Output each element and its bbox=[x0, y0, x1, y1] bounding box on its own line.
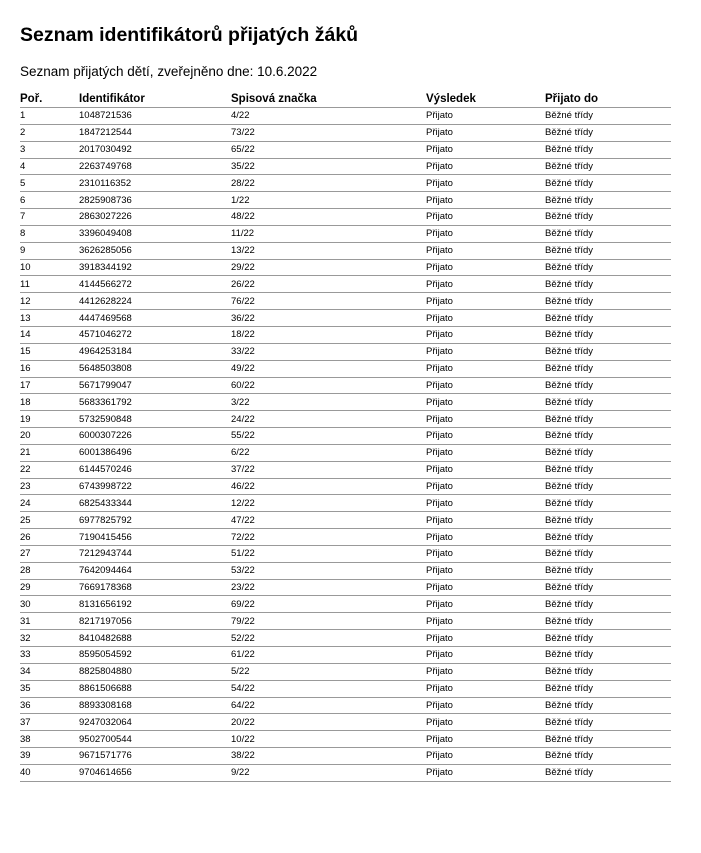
cell-order: 15 bbox=[20, 343, 79, 360]
table-row bbox=[20, 394, 671, 411]
table-row bbox=[20, 175, 671, 192]
cell-file-number: 18/22 bbox=[231, 326, 426, 343]
cell-admitted-to: Běžné třídy bbox=[545, 613, 671, 630]
cell-result: Přijato bbox=[426, 731, 545, 748]
cell-order: 40 bbox=[20, 764, 79, 781]
table-row bbox=[20, 225, 671, 242]
cell-identifier: 2825908736 bbox=[79, 192, 231, 209]
cell-file-number: 11/22 bbox=[231, 225, 426, 242]
cell-admitted-to: Běžné třídy bbox=[545, 310, 671, 327]
cell-order: 30 bbox=[20, 596, 79, 613]
cell-result: Přijato bbox=[426, 293, 545, 310]
cell-result: Přijato bbox=[426, 108, 545, 125]
table-row bbox=[20, 764, 671, 781]
cell-file-number: 65/22 bbox=[231, 141, 426, 158]
cell-admitted-to: Běžné třídy bbox=[545, 108, 671, 125]
table-row bbox=[20, 495, 671, 512]
cell-order: 36 bbox=[20, 697, 79, 714]
cell-order: 27 bbox=[20, 545, 79, 562]
cell-order: 6 bbox=[20, 192, 79, 209]
table-row bbox=[20, 108, 671, 125]
cell-admitted-to: Běžné třídy bbox=[545, 461, 671, 478]
cell-order: 22 bbox=[20, 461, 79, 478]
publication-note: Seznam přijatých dětí, zveřejněno dne: 10.6.2022 bbox=[20, 64, 318, 79]
cell-admitted-to: Běžné třídy bbox=[545, 647, 671, 664]
cell-result: Přijato bbox=[426, 529, 545, 546]
cell-file-number: 29/22 bbox=[231, 259, 426, 276]
cell-admitted-to: Běžné třídy bbox=[545, 680, 671, 697]
cell-admitted-to: Běžné třídy bbox=[545, 377, 671, 394]
cell-result: Přijato bbox=[426, 310, 545, 327]
cell-identifier: 8825804880 bbox=[79, 663, 231, 680]
table-row bbox=[20, 748, 671, 765]
cell-order: 11 bbox=[20, 276, 79, 293]
cell-identifier: 5683361792 bbox=[79, 394, 231, 411]
cell-order: 28 bbox=[20, 562, 79, 579]
cell-result: Přijato bbox=[426, 512, 545, 529]
cell-order: 21 bbox=[20, 444, 79, 461]
cell-identifier: 5732590848 bbox=[79, 411, 231, 428]
cell-file-number: 1/22 bbox=[231, 192, 426, 209]
cell-admitted-to: Běžné třídy bbox=[545, 478, 671, 495]
table-row bbox=[20, 731, 671, 748]
cell-admitted-to: Běžné třídy bbox=[545, 124, 671, 141]
cell-file-number: 37/22 bbox=[231, 461, 426, 478]
cell-identifier: 2863027226 bbox=[79, 209, 231, 226]
cell-identifier: 9247032064 bbox=[79, 714, 231, 731]
cell-order: 29 bbox=[20, 579, 79, 596]
cell-result: Přijato bbox=[426, 192, 545, 209]
cell-identifier: 6144570246 bbox=[79, 461, 231, 478]
cell-order: 8 bbox=[20, 225, 79, 242]
table-row bbox=[20, 124, 671, 141]
cell-identifier: 9704614656 bbox=[79, 764, 231, 781]
cell-file-number: 38/22 bbox=[231, 748, 426, 765]
cell-identifier: 4447469568 bbox=[79, 310, 231, 327]
cell-order: 10 bbox=[20, 259, 79, 276]
table-row bbox=[20, 596, 671, 613]
cell-file-number: 5/22 bbox=[231, 663, 426, 680]
cell-admitted-to: Běžné třídy bbox=[545, 529, 671, 546]
cell-file-number: 46/22 bbox=[231, 478, 426, 495]
table-row bbox=[20, 293, 671, 310]
cell-admitted-to: Běžné třídy bbox=[545, 360, 671, 377]
cell-identifier: 8893308168 bbox=[79, 697, 231, 714]
cell-admitted-to: Běžné třídy bbox=[545, 158, 671, 175]
cell-result: Přijato bbox=[426, 175, 545, 192]
cell-order: 35 bbox=[20, 680, 79, 697]
table-row bbox=[20, 209, 671, 226]
cell-file-number: 48/22 bbox=[231, 209, 426, 226]
cell-identifier: 9671571776 bbox=[79, 748, 231, 765]
cell-result: Přijato bbox=[426, 343, 545, 360]
cell-order: 32 bbox=[20, 630, 79, 647]
cell-identifier: 2017030492 bbox=[79, 141, 231, 158]
table-header-row bbox=[20, 90, 671, 108]
table-row bbox=[20, 529, 671, 546]
cell-admitted-to: Běžné třídy bbox=[545, 175, 671, 192]
cell-order: 39 bbox=[20, 748, 79, 765]
table-row bbox=[20, 192, 671, 209]
cell-file-number: 79/22 bbox=[231, 613, 426, 630]
table-row bbox=[20, 444, 671, 461]
table-row bbox=[20, 562, 671, 579]
cell-identifier: 6825433344 bbox=[79, 495, 231, 512]
cell-order: 7 bbox=[20, 209, 79, 226]
cell-order: 5 bbox=[20, 175, 79, 192]
cell-admitted-to: Běžné třídy bbox=[545, 663, 671, 680]
cell-result: Přijato bbox=[426, 225, 545, 242]
cell-result: Přijato bbox=[426, 596, 545, 613]
cell-order: 24 bbox=[20, 495, 79, 512]
header-file-number: Spisová značka bbox=[231, 90, 426, 108]
cell-file-number: 20/22 bbox=[231, 714, 426, 731]
table-row bbox=[20, 663, 671, 680]
cell-file-number: 28/22 bbox=[231, 175, 426, 192]
cell-order: 26 bbox=[20, 529, 79, 546]
cell-order: 19 bbox=[20, 411, 79, 428]
cell-identifier: 8131656192 bbox=[79, 596, 231, 613]
cell-identifier: 1847212544 bbox=[79, 124, 231, 141]
cell-admitted-to: Běžné třídy bbox=[545, 394, 671, 411]
cell-admitted-to: Běžné třídy bbox=[545, 225, 671, 242]
cell-identifier: 7212943744 bbox=[79, 545, 231, 562]
cell-result: Přijato bbox=[426, 326, 545, 343]
cell-identifier: 4412628224 bbox=[79, 293, 231, 310]
cell-identifier: 5671799047 bbox=[79, 377, 231, 394]
cell-file-number: 6/22 bbox=[231, 444, 426, 461]
cell-order: 12 bbox=[20, 293, 79, 310]
cell-order: 13 bbox=[20, 310, 79, 327]
cell-file-number: 33/22 bbox=[231, 343, 426, 360]
cell-result: Přijato bbox=[426, 663, 545, 680]
cell-result: Přijato bbox=[426, 276, 545, 293]
table-row bbox=[20, 697, 671, 714]
cell-result: Přijato bbox=[426, 124, 545, 141]
cell-file-number: 55/22 bbox=[231, 428, 426, 445]
cell-order: 25 bbox=[20, 512, 79, 529]
cell-result: Přijato bbox=[426, 428, 545, 445]
cell-identifier: 3918344192 bbox=[79, 259, 231, 276]
table-row bbox=[20, 647, 671, 664]
cell-file-number: 24/22 bbox=[231, 411, 426, 428]
cell-identifier: 1048721536 bbox=[79, 108, 231, 125]
table-row bbox=[20, 360, 671, 377]
cell-admitted-to: Běžné třídy bbox=[545, 259, 671, 276]
cell-admitted-to: Běžné třídy bbox=[545, 545, 671, 562]
cell-file-number: 61/22 bbox=[231, 647, 426, 664]
cell-identifier: 2263749768 bbox=[79, 158, 231, 175]
cell-identifier: 4571046272 bbox=[79, 326, 231, 343]
cell-admitted-to: Běžné třídy bbox=[545, 242, 671, 259]
cell-admitted-to: Běžné třídy bbox=[545, 192, 671, 209]
cell-file-number: 35/22 bbox=[231, 158, 426, 175]
cell-result: Přijato bbox=[426, 209, 545, 226]
cell-file-number: 64/22 bbox=[231, 697, 426, 714]
cell-admitted-to: Běžné třídy bbox=[545, 428, 671, 445]
cell-file-number: 13/22 bbox=[231, 242, 426, 259]
cell-result: Přijato bbox=[426, 764, 545, 781]
cell-identifier: 9502700544 bbox=[79, 731, 231, 748]
table-row bbox=[20, 411, 671, 428]
cell-order: 3 bbox=[20, 141, 79, 158]
cell-order: 14 bbox=[20, 326, 79, 343]
cell-file-number: 23/22 bbox=[231, 579, 426, 596]
cell-order: 18 bbox=[20, 394, 79, 411]
cell-file-number: 73/22 bbox=[231, 124, 426, 141]
cell-admitted-to: Běžné třídy bbox=[545, 748, 671, 765]
cell-result: Přijato bbox=[426, 647, 545, 664]
admitted-students-table bbox=[20, 90, 671, 782]
table-row bbox=[20, 141, 671, 158]
cell-identifier: 6743998722 bbox=[79, 478, 231, 495]
cell-file-number: 53/22 bbox=[231, 562, 426, 579]
cell-admitted-to: Běžné třídy bbox=[545, 630, 671, 647]
cell-identifier: 8861506688 bbox=[79, 680, 231, 697]
table-row bbox=[20, 343, 671, 360]
cell-file-number: 47/22 bbox=[231, 512, 426, 529]
cell-admitted-to: Běžné třídy bbox=[545, 579, 671, 596]
table-row bbox=[20, 512, 671, 529]
cell-admitted-to: Běžné třídy bbox=[545, 512, 671, 529]
cell-identifier: 8410482688 bbox=[79, 630, 231, 647]
cell-result: Přijato bbox=[426, 697, 545, 714]
cell-identifier: 6977825792 bbox=[79, 512, 231, 529]
cell-result: Přijato bbox=[426, 259, 545, 276]
table-row bbox=[20, 158, 671, 175]
cell-file-number: 9/22 bbox=[231, 764, 426, 781]
cell-identifier: 3396049408 bbox=[79, 225, 231, 242]
table-row bbox=[20, 428, 671, 445]
cell-order: 1 bbox=[20, 108, 79, 125]
cell-result: Přijato bbox=[426, 680, 545, 697]
cell-result: Přijato bbox=[426, 377, 545, 394]
cell-admitted-to: Běžné třídy bbox=[545, 714, 671, 731]
table-row bbox=[20, 326, 671, 343]
cell-result: Přijato bbox=[426, 242, 545, 259]
cell-order: 9 bbox=[20, 242, 79, 259]
cell-result: Přijato bbox=[426, 630, 545, 647]
page-title: Seznam identifikátorů přijatých žáků bbox=[20, 24, 359, 46]
table-row bbox=[20, 630, 671, 647]
cell-result: Přijato bbox=[426, 158, 545, 175]
cell-result: Přijato bbox=[426, 545, 545, 562]
cell-result: Přijato bbox=[426, 748, 545, 765]
cell-admitted-to: Běžné třídy bbox=[545, 495, 671, 512]
cell-order: 38 bbox=[20, 731, 79, 748]
cell-file-number: 4/22 bbox=[231, 108, 426, 125]
cell-result: Přijato bbox=[426, 478, 545, 495]
cell-result: Přijato bbox=[426, 613, 545, 630]
cell-identifier: 6000307226 bbox=[79, 428, 231, 445]
cell-result: Přijato bbox=[426, 141, 545, 158]
cell-file-number: 36/22 bbox=[231, 310, 426, 327]
cell-identifier: 7190415456 bbox=[79, 529, 231, 546]
cell-result: Přijato bbox=[426, 495, 545, 512]
cell-admitted-to: Běžné třídy bbox=[545, 596, 671, 613]
header-result: Výsledek bbox=[426, 90, 545, 108]
cell-admitted-to: Běžné třídy bbox=[545, 562, 671, 579]
table-row bbox=[20, 461, 671, 478]
header-order: Poř. bbox=[20, 90, 79, 108]
cell-result: Přijato bbox=[426, 360, 545, 377]
cell-result: Přijato bbox=[426, 461, 545, 478]
cell-result: Přijato bbox=[426, 394, 545, 411]
table-row bbox=[20, 579, 671, 596]
table-row bbox=[20, 377, 671, 394]
cell-order: 20 bbox=[20, 428, 79, 445]
cell-order: 17 bbox=[20, 377, 79, 394]
cell-identifier: 8595054592 bbox=[79, 647, 231, 664]
cell-admitted-to: Běžné třídy bbox=[545, 141, 671, 158]
cell-file-number: 51/22 bbox=[231, 545, 426, 562]
cell-admitted-to: Běžné třídy bbox=[545, 343, 671, 360]
cell-file-number: 52/22 bbox=[231, 630, 426, 647]
cell-file-number: 60/22 bbox=[231, 377, 426, 394]
table-row bbox=[20, 613, 671, 630]
cell-order: 23 bbox=[20, 478, 79, 495]
cell-result: Přijato bbox=[426, 444, 545, 461]
cell-admitted-to: Běžné třídy bbox=[545, 326, 671, 343]
cell-file-number: 54/22 bbox=[231, 680, 426, 697]
cell-file-number: 76/22 bbox=[231, 293, 426, 310]
cell-admitted-to: Běžné třídy bbox=[545, 444, 671, 461]
cell-file-number: 49/22 bbox=[231, 360, 426, 377]
cell-identifier: 8217197056 bbox=[79, 613, 231, 630]
cell-result: Přijato bbox=[426, 562, 545, 579]
cell-file-number: 72/22 bbox=[231, 529, 426, 546]
cell-result: Přijato bbox=[426, 714, 545, 731]
cell-file-number: 12/22 bbox=[231, 495, 426, 512]
table-row bbox=[20, 478, 671, 495]
cell-result: Přijato bbox=[426, 579, 545, 596]
table-row bbox=[20, 276, 671, 293]
cell-order: 4 bbox=[20, 158, 79, 175]
cell-admitted-to: Běžné třídy bbox=[545, 276, 671, 293]
cell-order: 34 bbox=[20, 663, 79, 680]
cell-identifier: 7669178368 bbox=[79, 579, 231, 596]
table-row bbox=[20, 545, 671, 562]
cell-order: 2 bbox=[20, 124, 79, 141]
table-body bbox=[20, 108, 671, 782]
cell-identifier: 4964253184 bbox=[79, 343, 231, 360]
cell-admitted-to: Běžné třídy bbox=[545, 411, 671, 428]
cell-result: Přijato bbox=[426, 411, 545, 428]
cell-admitted-to: Běžné třídy bbox=[545, 731, 671, 748]
table-row bbox=[20, 714, 671, 731]
cell-file-number: 3/22 bbox=[231, 394, 426, 411]
cell-identifier: 7642094464 bbox=[79, 562, 231, 579]
table-row bbox=[20, 242, 671, 259]
cell-order: 16 bbox=[20, 360, 79, 377]
cell-file-number: 26/22 bbox=[231, 276, 426, 293]
cell-identifier: 2310116352 bbox=[79, 175, 231, 192]
table-row bbox=[20, 680, 671, 697]
cell-admitted-to: Běžné třídy bbox=[545, 764, 671, 781]
table-row bbox=[20, 259, 671, 276]
cell-identifier: 3626285056 bbox=[79, 242, 231, 259]
cell-order: 37 bbox=[20, 714, 79, 731]
cell-admitted-to: Běžné třídy bbox=[545, 697, 671, 714]
cell-admitted-to: Běžné třídy bbox=[545, 293, 671, 310]
table-row bbox=[20, 310, 671, 327]
cell-file-number: 10/22 bbox=[231, 731, 426, 748]
header-identifier: Identifikátor bbox=[79, 90, 231, 108]
cell-identifier: 5648503808 bbox=[79, 360, 231, 377]
header-admitted-to: Přijato do bbox=[545, 90, 671, 108]
cell-order: 31 bbox=[20, 613, 79, 630]
cell-admitted-to: Běžné třídy bbox=[545, 209, 671, 226]
cell-identifier: 6001386496 bbox=[79, 444, 231, 461]
cell-identifier: 4144566272 bbox=[79, 276, 231, 293]
cell-order: 33 bbox=[20, 647, 79, 664]
cell-file-number: 69/22 bbox=[231, 596, 426, 613]
